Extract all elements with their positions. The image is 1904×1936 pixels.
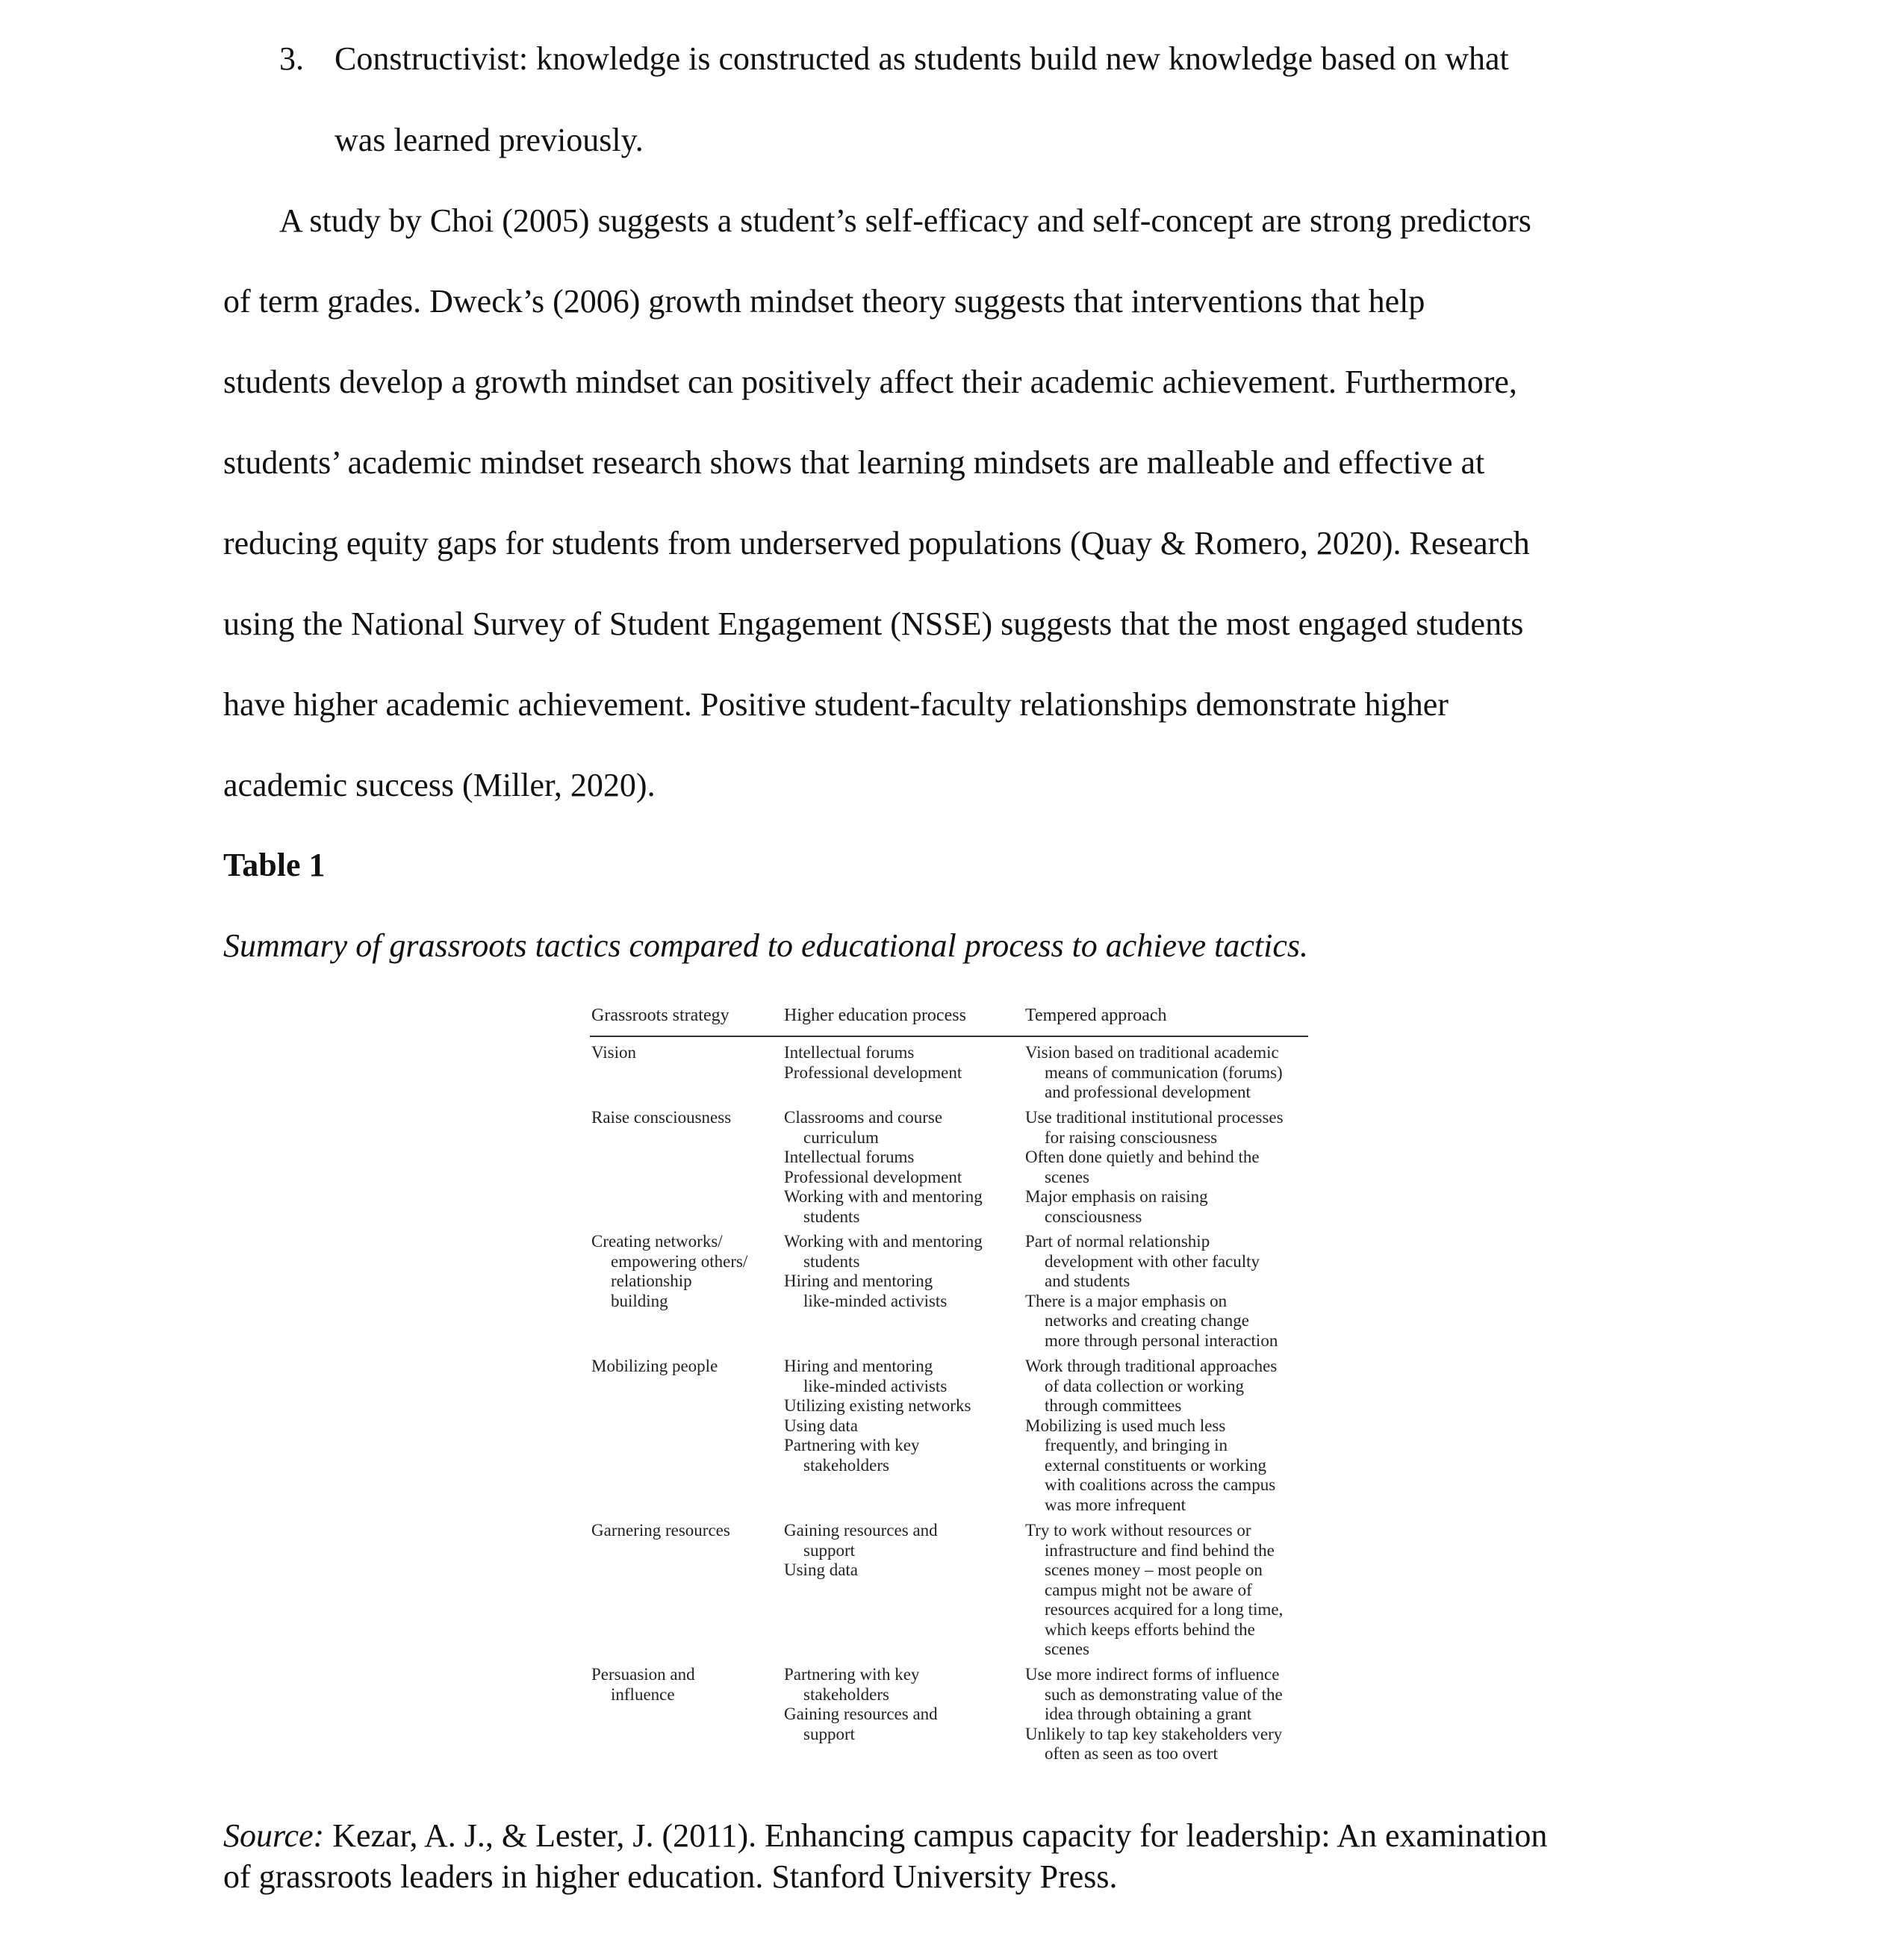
table-cell: Partnering with key (784, 1665, 920, 1684)
list-item-line-2: was learned previously. (335, 122, 644, 158)
table-cell: Vision based on traditional academic (1025, 1043, 1279, 1062)
table-row-strategy (591, 1357, 718, 1377)
table-row-strategy (591, 1665, 695, 1705)
paragraph-line: academic success (Miller, 2020). (223, 767, 656, 803)
table-cell: scenes money – most people on (1045, 1560, 1263, 1579)
table-row-process (784, 1521, 938, 1581)
table-cell: Vision (591, 1043, 636, 1062)
paragraph-line: A study by Choi (2005) suggests a student’s self-efficacy and self-concept are strong predictors (279, 202, 1531, 239)
table-cell: Use more indirect forms of influence (1025, 1665, 1280, 1684)
table-cell: like-minded activists (803, 1376, 948, 1395)
table-header-process: Higher education process (784, 1006, 966, 1025)
table-cell: idea through obtaining a grant (1045, 1705, 1252, 1723)
table-cell: Intellectual forums (784, 1148, 915, 1166)
table-cell: was more infrequent (1045, 1495, 1186, 1514)
table-cell: campus might not be aware of (1045, 1580, 1252, 1599)
table-row-approach (1025, 1665, 1283, 1764)
table-caption: Summary of grassroots tactics compared to educational process to achieve tactics. (223, 927, 1308, 964)
table-cell: relationship (611, 1272, 692, 1290)
table-cell: resources acquired for a long time, (1045, 1600, 1284, 1619)
paragraph-line: reducing equity gaps for students from underserved populations (Quay & Romero, 2020). Research (223, 525, 1530, 561)
table-row-process (784, 1043, 962, 1083)
table-row-approach (1025, 1043, 1283, 1103)
table-cell: stakeholders (803, 1684, 889, 1704)
table-row-strategy (591, 1232, 747, 1311)
list-item-number: 3. (279, 40, 304, 77)
table-cell: Part of normal relationship (1025, 1232, 1210, 1251)
table-cell: frequently, and bringing in (1045, 1436, 1228, 1454)
table-cell: support (803, 1540, 855, 1560)
paragraph-line: using the National Survey of Student Engagement (NSSE) suggests that the most engaged students (223, 606, 1524, 642)
table-cell: networks and creating change (1045, 1311, 1249, 1330)
table-cell: more through personal interaction (1045, 1330, 1278, 1350)
table-row-process (784, 1108, 983, 1227)
table-cell: Working with and mentoring (784, 1232, 983, 1251)
table-cell: Hiring and mentoring (784, 1272, 933, 1290)
source-label: Source: (223, 1817, 325, 1854)
table-cell: Gaining resources and (784, 1705, 938, 1723)
table-cell: with coalitions across the campus (1045, 1475, 1276, 1494)
table-cell: Hiring and mentoring (784, 1357, 933, 1375)
table-cell: Working with and mentoring (784, 1187, 983, 1206)
table-cell: Use traditional institutional processes (1025, 1108, 1284, 1127)
table-cell: Using data (784, 1416, 859, 1435)
table-cell: like-minded activists (803, 1291, 948, 1310)
table-cell: and students (1045, 1272, 1130, 1290)
table-row-process (784, 1232, 983, 1311)
table-row-approach (1025, 1521, 1283, 1660)
table-row-approach (1025, 1108, 1284, 1227)
source-line-1 (223, 1817, 1548, 1854)
strategy-table (588, 989, 1313, 1773)
table-cell: infrastructure and find behind the (1045, 1540, 1275, 1560)
table-row-approach (1025, 1232, 1278, 1351)
table-row-strategy (591, 1043, 636, 1063)
table-cell: stakeholders (803, 1455, 889, 1475)
table-row-strategy (591, 1108, 731, 1128)
table-cell: for raising consciousness (1045, 1127, 1218, 1147)
table-cell: Classrooms and course (784, 1108, 943, 1127)
table-cell: influence (611, 1684, 675, 1704)
table-cell: Raise consciousness (591, 1108, 732, 1127)
table-cell: Unlikely to tap key stakeholders very (1025, 1724, 1283, 1743)
table-cell: Try to work without resources or (1025, 1521, 1251, 1540)
table-row-process (784, 1357, 971, 1475)
paragraph-line: students develop a growth mindset can positively affect their academic achievement. Furthermore, (223, 364, 1517, 400)
table-row-strategy (591, 1521, 730, 1541)
table-cell: of data collection or working (1045, 1376, 1244, 1395)
table-cell: Persuasion and (591, 1665, 695, 1684)
table-cell: support (803, 1724, 855, 1743)
table-cell: development with other faculty (1045, 1251, 1260, 1271)
source-line-2: of grassroots leaders in higher education. Stanford University Press. (223, 1858, 1118, 1895)
table-cell: Mobilizing people (591, 1357, 718, 1375)
table-cell: curriculum (803, 1127, 879, 1147)
table-cell: Utilizing existing networks (784, 1396, 971, 1415)
table-cell: Often done quietly and behind the (1025, 1148, 1260, 1166)
table-cell: students (803, 1251, 860, 1271)
table-cell: through committees (1045, 1396, 1182, 1415)
paragraph-line: have higher academic achievement. Positive student-faculty relationships demonstrate higher (223, 686, 1449, 723)
table-header-approach: Tempered approach (1025, 1006, 1167, 1025)
table-cell: Major emphasis on raising (1025, 1187, 1208, 1206)
table-cell: Work through traditional approaches (1025, 1357, 1278, 1375)
table-cell: Partnering with key (784, 1436, 920, 1454)
table-cell: such as demonstrating value of the (1045, 1684, 1283, 1704)
paragraph-line: of term grades. Dweck’s (2006) growth mindset theory suggests that interventions that help (223, 283, 1425, 320)
table-row-process (784, 1665, 938, 1744)
table-cell: scenes (1045, 1640, 1090, 1658)
table-cell: consciousness (1045, 1207, 1142, 1226)
table-cell: external constituents or working (1045, 1455, 1267, 1475)
table-cell: building (611, 1291, 668, 1310)
table-cell: Professional development (784, 1167, 962, 1186)
table-cell: and professional development (1045, 1083, 1251, 1101)
table-label: Table 1 (223, 847, 326, 883)
table-cell: Using data (784, 1560, 859, 1579)
table-row-approach (1025, 1357, 1277, 1515)
table-cell: Creating networks/ (591, 1232, 723, 1251)
list-item-line-1: Constructivist: knowledge is constructed as students build new knowledge based on what (335, 40, 1509, 77)
table-header-strategy: Grassroots strategy (591, 1006, 729, 1025)
table-cell: empowering others/ (611, 1251, 748, 1271)
table-header-rule (590, 1036, 1308, 1037)
table-cell: students (803, 1207, 860, 1226)
table-cell: There is a major emphasis on (1025, 1291, 1228, 1310)
table-cell: Professional development (784, 1062, 962, 1082)
source-text: Kezar, A. J., & Lester, J. (2011). Enhancing campus capacity for leadership: An examination (332, 1817, 1548, 1854)
table-cell: Gaining resources and (784, 1521, 938, 1540)
paragraph-line: students’ academic mindset research shows that learning mindsets are malleable and effective at (223, 444, 1485, 481)
table-cell: Intellectual forums (784, 1043, 915, 1062)
table-cell: means of communication (forums) (1045, 1062, 1283, 1082)
table-cell: Garnering resources (591, 1521, 730, 1540)
table-cell: scenes (1045, 1167, 1090, 1186)
table-cell: often as seen as too overt (1045, 1744, 1218, 1763)
table-cell: which keeps efforts behind the (1045, 1619, 1255, 1639)
table-cell: Mobilizing is used much less (1025, 1416, 1226, 1435)
